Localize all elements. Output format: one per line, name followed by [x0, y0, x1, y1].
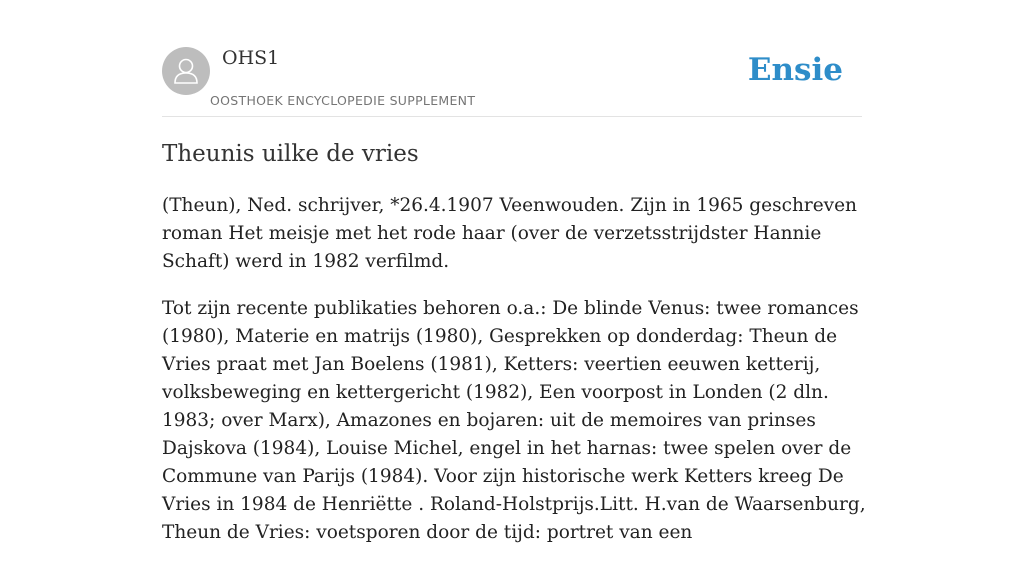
article-body — [162, 192, 872, 566]
user-avatar-icon — [162, 47, 210, 95]
paragraph: (Theun), Ned. schrijver, *26.4.1907 Veenwouden. Zijn in 1965 geschreven roman Het meisje met het rode haar (over de verzetsstrijdster Hannie Schaft) werd in 1982 verfilmd. — [162, 195, 857, 272]
entry-header — [162, 46, 862, 117]
ensie-logo[interactable]: Ensie — [747, 52, 843, 88]
avatar[interactable] — [162, 47, 210, 95]
paragraph: Tot zijn recente publikaties behoren o.a.: De blinde Venus: twee romances (1980), Materie en matrijs (1980), Gesprekken op donderdag: Theun de Vries praat met Jan Boelens (1981), Ketters: veertien eeuwen ketterij, volksbeweging en kettergericht (1982), Een voorpost in Londen (2 dln. 1983; over Marx), Amazones en bojaren: uit de memoires van prinses Dajskova (1984), Louise Michel, engel in het harnas: twee spelen over de Commune van Parijs (1984). Voor zijn historische werk Ketters kreeg De Vries in 1984 de Henriëtte . Roland-Holstprijs.Litt. H.van de Waarsenburg, Theun de Vries: voetsporen door de tijd: portret van een — [162, 298, 866, 543]
article-title: Theunis uilke de vries — [162, 141, 419, 167]
author-name[interactable]: OHS1 — [222, 47, 280, 69]
source-label[interactable]: OOSTHOEK ENCYCLOPEDIE SUPPLEMENT — [210, 93, 476, 108]
